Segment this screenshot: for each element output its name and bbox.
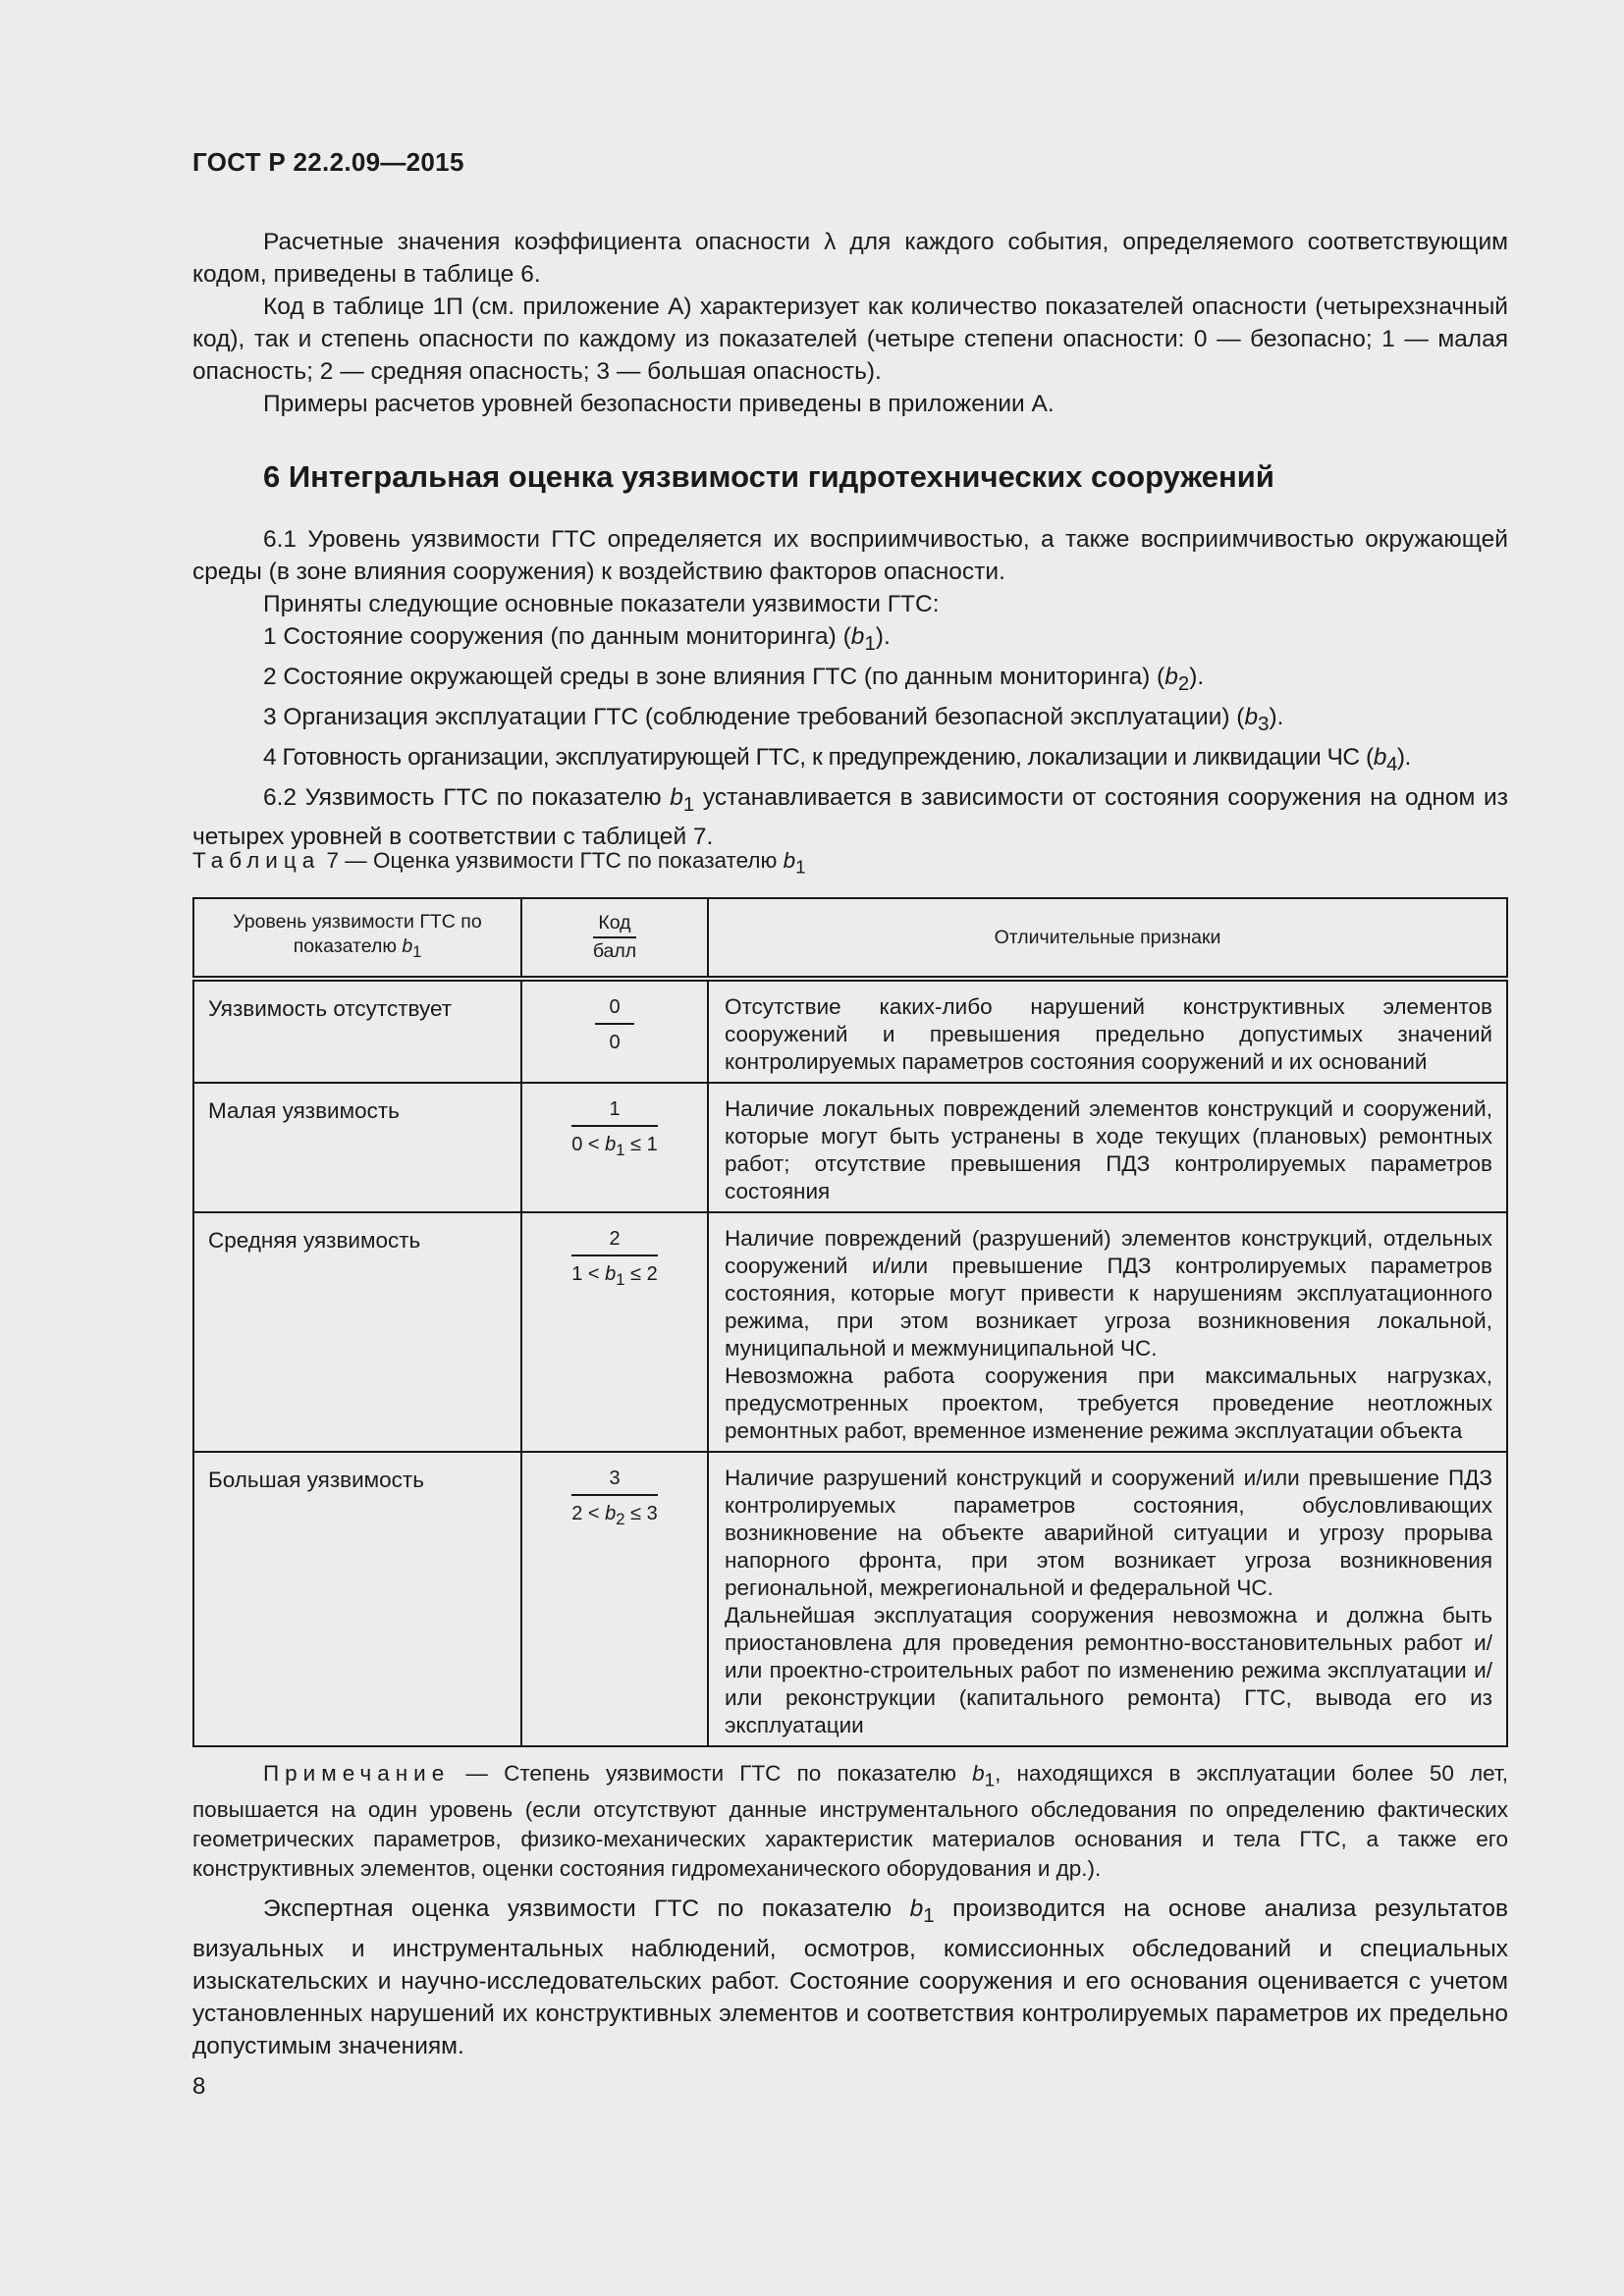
row-level: Уязвимость отсутствует xyxy=(193,979,521,1083)
table-note: Примечание — Степень уязвимости ГТС по показателю $b_1$, находящихся в эксплуатации более 50 лет, повышается на один уровень (если отсутствуют данные инструментального обследования по определению фактических геометрических параметров, физико-механических характеристик материалов основания и тела ГТС, а также его конструктивных элементов, оценки состояния гидромеханического оборудования и др.). xyxy=(192,1761,1508,1881)
row-signs: Наличие локальных повреждений элементов конструкций и сооружений, которые могут быть устранены в ходе текущих (плановых) ремонтных работ; отсутствие превышения ПДЗ контролируемых параметров состояния xyxy=(708,1083,1507,1212)
intro-paragraph-2: Код в таблице 1П (см. приложение А) характеризует как количество показателей опасности (четырехзначный код), так и степень опасности по каждому из показателей (четыре степени опасности: 0 — безопасно; 1 — малая опасность; 2 — средняя опасность; 3 — большая опасность). xyxy=(192,294,1508,385)
header-level: Уровень уязвимости ГТС по показателю $b_1$ xyxy=(193,898,521,979)
table-header-row xyxy=(193,898,1507,979)
standard-code: ГОСТ Р 22.2.09—2015 xyxy=(192,147,464,177)
section-body xyxy=(192,523,1508,853)
intro-paragraph-1: Расчетные значения коэффициента опасности λ для каждого события, определяемого соответствующим кодом, приведены в таблице 6. xyxy=(192,229,1508,288)
table-row xyxy=(193,1212,1507,1452)
table-row xyxy=(193,1083,1507,1212)
paragraph-6-1: 6.1 Уровень уязвимости ГТС определяется их восприимчивостью, а также восприимчивостью окружающей среды (в зоне влияния сооружения) к воздействию факторов опасности. xyxy=(192,526,1508,585)
header-signs: Отличительные признаки xyxy=(708,898,1507,979)
indicator-item: 3 Организация эксплуатации ГТС (соблюдение требований безопасной эксплуатации) $(b_3)$. xyxy=(263,703,1284,735)
row-code: $\frac{1}{0 < b_1 \le 1}$ xyxy=(521,1083,708,1212)
row-code: $\frac{2}{1 < b_1 \le 2}$ xyxy=(521,1212,708,1452)
signs-part-1: Наличие разрушений конструкций и сооружений и/или превышение ПДЗ контролируемых параметров состояния, обусловливающих возникновение на объекте аварийной ситуации и угрозу прорыва напорного фронта, при этом возникает угроза возникновения региональной, межрегиональной и федеральной ЧС. xyxy=(725,1466,1492,1600)
intro-block xyxy=(192,226,1508,420)
closing-block xyxy=(192,1893,1508,2062)
closing-paragraph: Экспертная оценка уязвимости ГТС по показателю $b_1$ производится на основе анализа результатов визуальных и инструментальных наблюдений, осмотров, комиссионных обследований и специальных изыскательских и научно-исследовательских работ. Состояние сооружения и его основания оценивается с учетом установленных нарушений их конструктивных элементов и соответствия контролируемых параметров их предельно допустимым значениям. xyxy=(192,1896,1508,2059)
signs-part-2: Дальнейшая эксплуатация сооружения невозможна и должна быть приостановлена для проведения ремонтно-восстановительных работ и/или проектно-строительных работ по изменению режима эксплуатации и/или реконструкции (капитального ремонта) ГТС, вывода его из эксплуатации xyxy=(725,1603,1492,1737)
indicators-intro: Приняты следующие основные показатели уязвимости ГТС: xyxy=(263,591,940,617)
row-signs xyxy=(708,1452,1507,1746)
table-caption: Таблица 7 — Оценка уязвимости ГТС по показателю $b_1$ xyxy=(192,848,806,878)
row-level: Средняя уязвимость xyxy=(193,1212,521,1452)
intro-paragraph-3: Примеры расчетов уровней безопасности приведены в приложении А. xyxy=(263,391,1055,417)
section-heading: 6 Интегральная оценка уязвимости гидротехнических сооружений xyxy=(263,459,1274,494)
page-number: 8 xyxy=(192,2073,206,2100)
row-signs: Отсутствие каких-либо нарушений конструктивных элементов сооружений и превышения предельно допустимых значений контролируемых параметров состояния сооружений и их оснований xyxy=(708,979,1507,1083)
row-level: Большая уязвимость xyxy=(193,1452,521,1746)
vulnerability-table xyxy=(192,897,1508,1747)
row-code: $\frac{0}{0}$ xyxy=(521,979,708,1083)
signs-part-1: Наличие повреждений (разрушений) элементов конструкций, отдельных сооружений и/или превышение ПДЗ контролируемых параметров состояния, которые могут привести к нарушениям эксплуатационного режима, при этом возникает угроза возникновения локальной, муниципальной и межмуниципальной ЧС. xyxy=(725,1226,1492,1361)
note-label: Примечание xyxy=(263,1761,451,1786)
signs-part-2: Невозможна работа сооружения при максимальных нагрузках, предусмотренных проектом, требуется проведение неотложных ремонтных работ, временное изменение режима эксплуатации объекта xyxy=(725,1363,1492,1443)
row-code: $\frac{3}{2 < b_2 \le 3}$ xyxy=(521,1452,708,1746)
row-level: Малая уязвимость xyxy=(193,1083,521,1212)
paragraph-6-2: 6.2 Уязвимость ГТС по показателю $b_1$ устанавливается в зависимости от состояния сооружения на одном из четырех уровней в соответствии с таблицей 7. xyxy=(192,783,1508,851)
row-signs xyxy=(708,1212,1507,1452)
header-code: $\frac{\text{Код}}{\text{балл}}$ xyxy=(521,898,708,979)
indicator-item: 4 Готовность организации, эксплуатирующей ГТС, к предупреждению, локализации и ликвидации ЧС $(b_4)$. xyxy=(263,743,1411,775)
table-row xyxy=(193,1452,1507,1746)
indicator-item: 2 Состояние окружающей среды в зоне влияния ГТС (по данным мониторинга) $(b_2)$. xyxy=(263,663,1205,695)
indicator-item: 1 Состояние сооружения (по данным мониторинга) $(b_1)$. xyxy=(263,623,891,655)
table-row xyxy=(193,979,1507,1083)
